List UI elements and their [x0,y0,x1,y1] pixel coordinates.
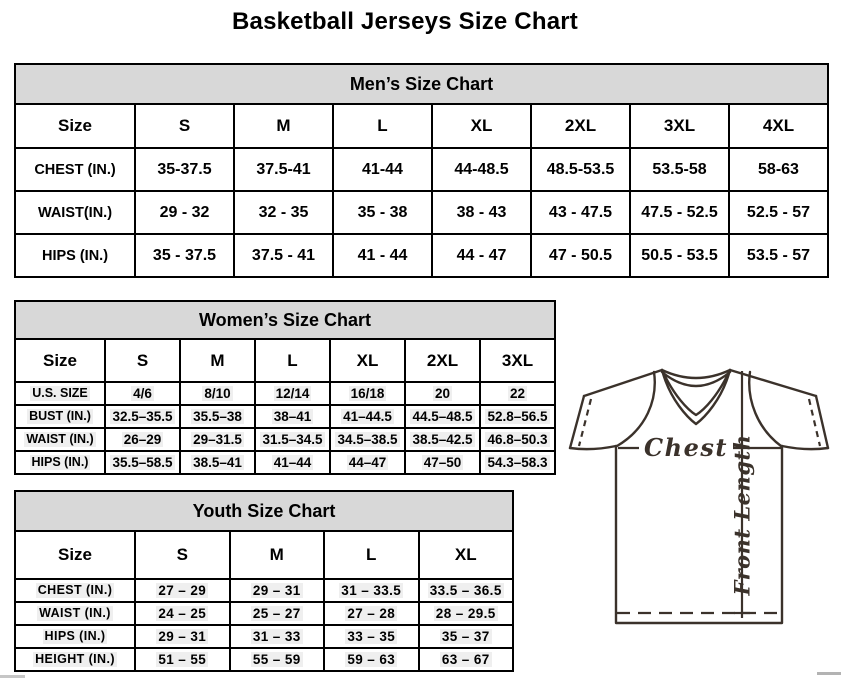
size-cell: L [255,339,330,382]
scrollbar-fragment-left[interactable] [0,675,25,678]
value-cell: 25 – 27 [230,602,325,625]
value-cell: 33.5 – 36.5 [419,579,514,602]
value-cell: 35 - 37.5 [135,234,234,277]
row-label: HIPS (IN.) [15,625,135,648]
value-cell: 43 - 47.5 [531,191,630,234]
value-cell: 35 – 37 [419,625,514,648]
value-cell: 37.5 - 41 [234,234,333,277]
value-cell: 47.5 - 52.5 [630,191,729,234]
value-cell: 31 – 33.5 [324,579,419,602]
value-cell: 44–47 [330,451,405,474]
mens-waist-row [15,191,828,234]
size-cell: XL [419,531,514,579]
womens-size-chart-table [14,300,556,475]
value-cell: 59 – 63 [324,648,419,671]
row-label: CHEST (IN.) [15,579,135,602]
youth-height-row [15,648,513,671]
value-cell: 35-37.5 [135,148,234,191]
womens-waist-row [15,428,555,451]
value-cell: 24 – 25 [135,602,230,625]
value-cell: 27 – 29 [135,579,230,602]
row-label: WAIST (IN.) [15,428,105,451]
value-cell: 38.5–41 [180,451,255,474]
size-cell: S [105,339,180,382]
size-cell: L [324,531,419,579]
jersey-measurement-diagram [562,362,838,628]
mens-size-header-row [15,104,828,148]
value-cell: 53.5 - 57 [729,234,828,277]
value-cell: 29 - 32 [135,191,234,234]
jersey-diagram-svg [562,362,838,628]
value-cell: 26–29 [105,428,180,451]
youth-waist-row [15,602,513,625]
value-cell: 44-48.5 [432,148,531,191]
youth-size-header-row [15,531,513,579]
mens-chest-row [15,148,828,191]
value-cell: 51 – 55 [135,648,230,671]
scrollbar-fragment-right[interactable] [817,672,841,675]
value-cell: 27 – 28 [324,602,419,625]
size-cell: 4XL [729,104,828,148]
value-cell: 37.5-41 [234,148,333,191]
jersey-shoulder-left [584,370,662,396]
value-cell: 47 - 50.5 [531,234,630,277]
size-cell: M [234,104,333,148]
jersey-vneck-inner [662,370,730,415]
value-cell: 46.8–50.3 [480,428,555,451]
youth-table-header: Youth Size Chart [15,491,513,531]
youth-size-chart-table [14,490,514,672]
youth-hips-row [15,625,513,648]
value-cell: 4/6 [105,382,180,405]
value-cell: 35.5–38 [180,405,255,428]
size-cell: M [180,339,255,382]
value-cell: 58-63 [729,148,828,191]
value-cell: 29–31.5 [180,428,255,451]
womens-us-size-row [15,382,555,405]
size-cell: S [135,104,234,148]
size-cell: 3XL [630,104,729,148]
womens-hips-row [15,451,555,474]
size-cell: XL [432,104,531,148]
row-label: HEIGHT (IN.) [15,648,135,671]
value-cell: 41-44 [333,148,432,191]
womens-bust-row [15,405,555,428]
size-column-header: Size [15,104,135,148]
page-title: Basketball Jerseys Size Chart [232,8,578,35]
youth-chest-row [15,579,513,602]
size-column-header: Size [15,339,105,382]
value-cell: 34.5–38.5 [330,428,405,451]
value-cell: 29 – 31 [135,625,230,648]
row-label: WAIST (IN.) [15,602,135,625]
value-cell: 8/10 [180,382,255,405]
row-label: HIPS (IN.) [15,234,135,277]
value-cell: 22 [480,382,555,405]
value-cell: 41–44.5 [330,405,405,428]
size-column-header: Size [15,531,135,579]
row-label: U.S. SIZE [15,382,105,405]
chest-label: Chest [644,433,728,462]
value-cell: 48.5-53.5 [531,148,630,191]
value-cell: 38 - 43 [432,191,531,234]
value-cell: 28 – 29.5 [419,602,514,625]
value-cell: 38–41 [255,405,330,428]
row-label: CHEST (IN.) [15,148,135,191]
jersey-cuff-left [570,396,584,448]
front-length-label: Front Length [729,434,755,596]
value-cell: 32 - 35 [234,191,333,234]
row-label: WAIST(IN.) [15,191,135,234]
mens-hips-row [15,234,828,277]
row-label: HIPS (IN.) [15,451,105,474]
womens-size-header-row [15,339,555,382]
jersey-sleeve-bottom-left [570,446,616,449]
value-cell: 33 – 35 [324,625,419,648]
value-cell: 32.5–35.5 [105,405,180,428]
mens-table-header: Men’s Size Chart [15,64,828,104]
value-cell: 29 – 31 [230,579,325,602]
row-label: BUST (IN.) [15,405,105,428]
womens-table-header: Women’s Size Chart [15,301,555,339]
value-cell: 53.5-58 [630,148,729,191]
value-cell: 35.5–58.5 [105,451,180,474]
value-cell: 54.3–58.3 [480,451,555,474]
jersey-body-outline [616,446,782,623]
value-cell: 44.5–48.5 [405,405,480,428]
value-cell: 63 – 67 [419,648,514,671]
size-cell: 3XL [480,339,555,382]
size-cell: M [230,531,325,579]
size-cell: 2XL [405,339,480,382]
size-cell: L [333,104,432,148]
value-cell: 31 – 33 [230,625,325,648]
value-cell: 44 - 47 [432,234,531,277]
size-cell: XL [330,339,405,382]
jersey-cuff-right [816,396,828,448]
value-cell: 35 - 38 [333,191,432,234]
size-cell: 2XL [531,104,630,148]
value-cell: 41 - 44 [333,234,432,277]
size-cell: S [135,531,230,579]
mens-size-chart-table [14,63,829,278]
value-cell: 12/14 [255,382,330,405]
value-cell: 20 [405,382,480,405]
value-cell: 41–44 [255,451,330,474]
jersey-collar-back [662,370,730,378]
jersey-sleeve-bottom-right [782,446,828,449]
value-cell: 16/18 [330,382,405,405]
value-cell: 31.5–34.5 [255,428,330,451]
value-cell: 52.5 - 57 [729,191,828,234]
value-cell: 50.5 - 53.5 [630,234,729,277]
value-cell: 55 – 59 [230,648,325,671]
value-cell: 38.5–42.5 [405,428,480,451]
value-cell: 52.8–56.5 [480,405,555,428]
value-cell: 47–50 [405,451,480,474]
